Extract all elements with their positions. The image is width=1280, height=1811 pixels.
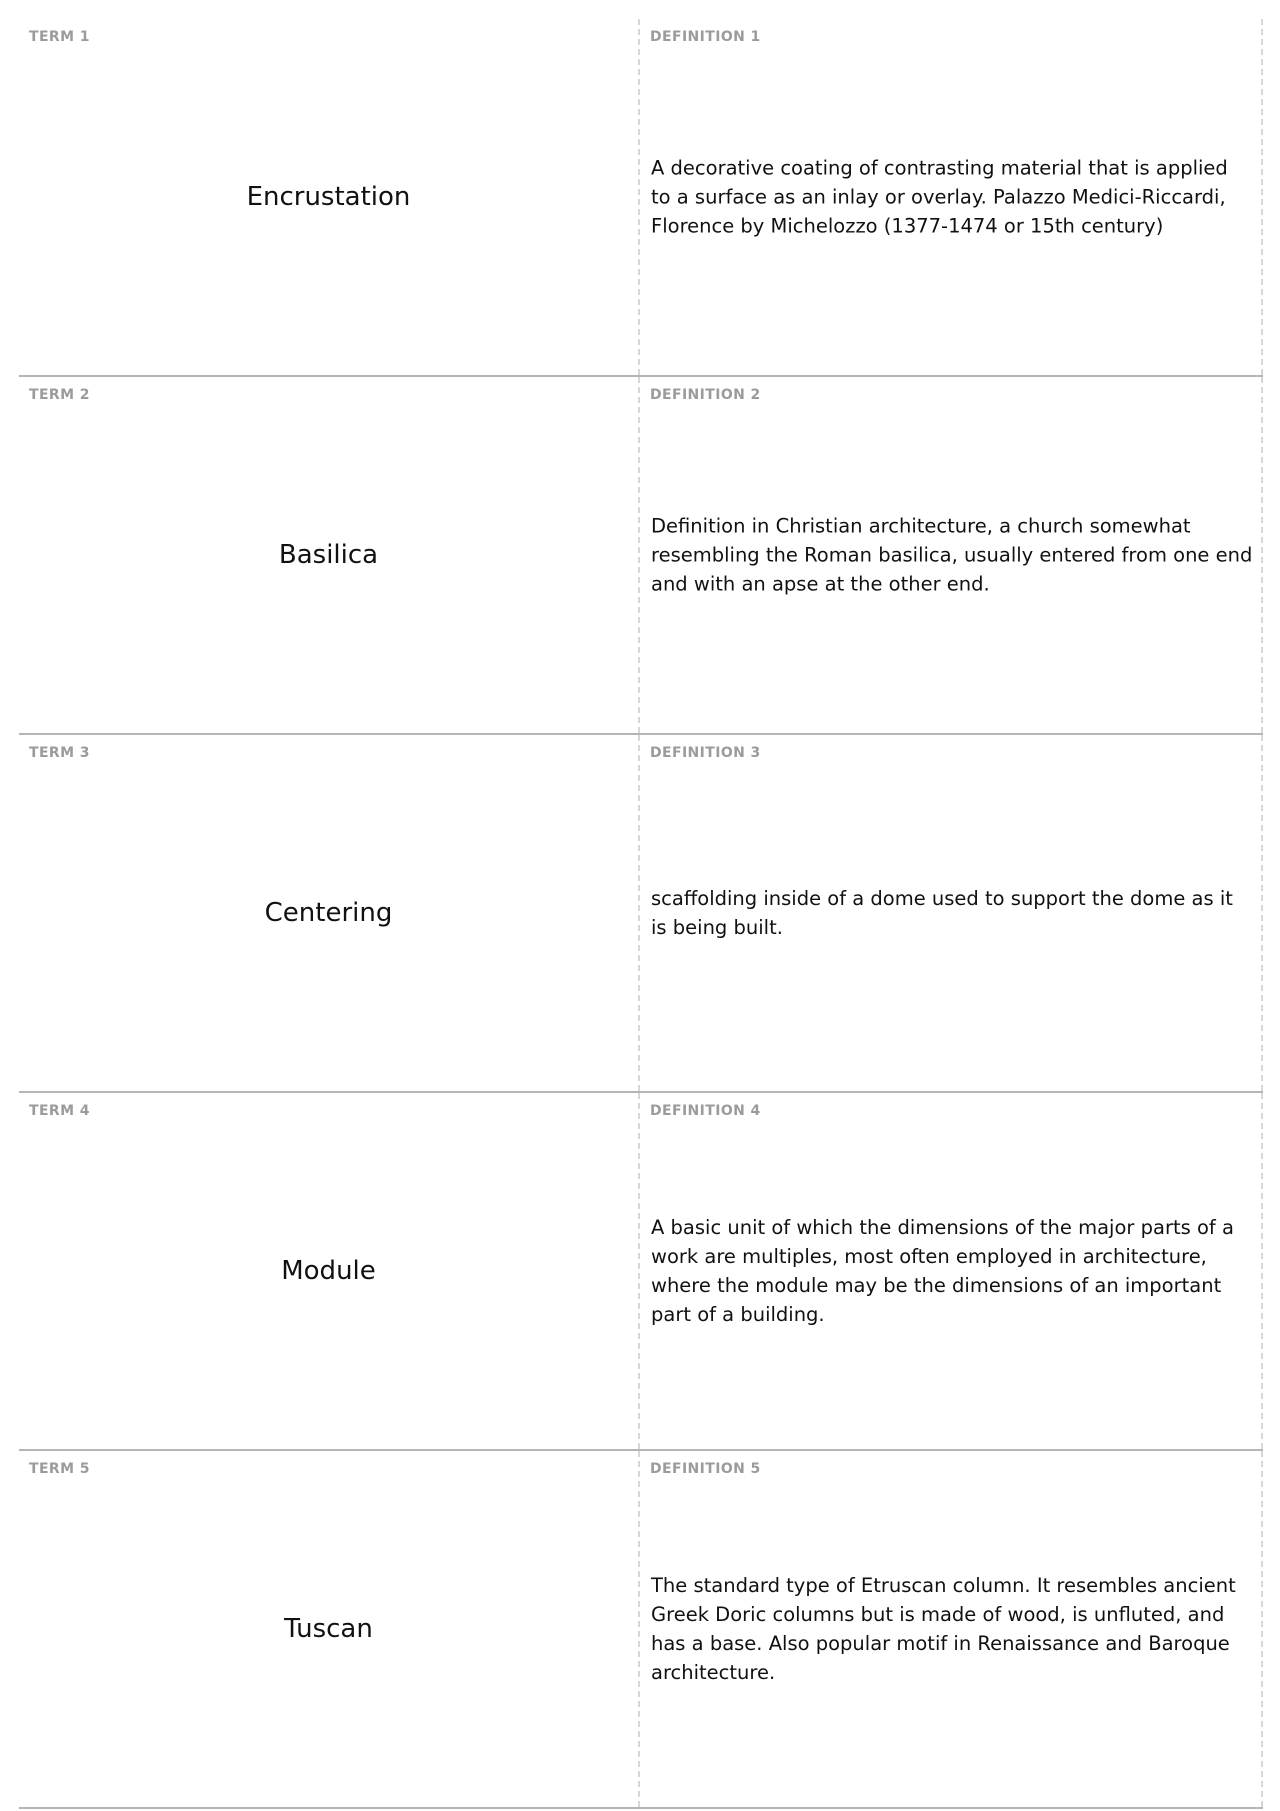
term-cell bbox=[19, 19, 640, 375]
definition-cell bbox=[640, 1093, 1263, 1449]
definition-cell bbox=[640, 377, 1263, 733]
term-cell bbox=[19, 377, 640, 733]
flashcard bbox=[19, 735, 1263, 1093]
definition-text: Definition in Christian architecture, a church somewhat resembling the Roman basilica, usually entered from one end and with an apse at the other end. bbox=[651, 514, 1253, 596]
definition-text: The standard type of Etruscan column. It resembles ancient Greek Doric columns but is made of wood, is unfluted, and has a base. Also popular motif in Renaissance and Baroque architecture. bbox=[651, 1574, 1236, 1684]
definition-label: DEFINITION 2 bbox=[650, 387, 761, 403]
term-text: Centering bbox=[264, 898, 393, 928]
term-text: Encrustation bbox=[246, 182, 411, 212]
definition-text: A decorative coating of contrasting material that is applied to a surface as an inlay or overlay. Palazzo Medici-Riccardi, Florence by Michelozzo (1377-1474 or 15th century) bbox=[651, 156, 1228, 238]
definition-cell bbox=[640, 1451, 1263, 1807]
definition-cell bbox=[640, 19, 1263, 375]
term-text: Basilica bbox=[278, 540, 379, 570]
term-cell bbox=[19, 735, 640, 1091]
term-label: TERM 3 bbox=[29, 745, 90, 761]
definition-cell bbox=[640, 735, 1263, 1091]
definition-text: A basic unit of which the dimensions of the major parts of a work are multiples, most often employed in architecture, where the module may be the dimensions of an important part of a building. bbox=[651, 1216, 1234, 1326]
flashcard bbox=[19, 1451, 1263, 1809]
flashcard bbox=[19, 377, 1263, 735]
term-label: TERM 5 bbox=[29, 1461, 90, 1477]
term-label: TERM 2 bbox=[29, 387, 90, 403]
term-text: Module bbox=[281, 1256, 376, 1286]
definition-text: scaffolding inside of a dome used to support the dome as it is being built. bbox=[651, 887, 1233, 939]
flashcard-sheet bbox=[19, 19, 1263, 1809]
term-label: TERM 4 bbox=[29, 1103, 90, 1119]
flashcard bbox=[19, 19, 1263, 377]
definition-label: DEFINITION 5 bbox=[650, 1461, 761, 1477]
term-label: TERM 1 bbox=[29, 29, 90, 45]
flashcard bbox=[19, 1093, 1263, 1451]
term-text: Tuscan bbox=[284, 1614, 373, 1644]
term-cell bbox=[19, 1093, 640, 1449]
definition-label: DEFINITION 3 bbox=[650, 745, 761, 761]
term-cell bbox=[19, 1451, 640, 1807]
definition-label: DEFINITION 1 bbox=[650, 29, 761, 45]
definition-label: DEFINITION 4 bbox=[650, 1103, 761, 1119]
